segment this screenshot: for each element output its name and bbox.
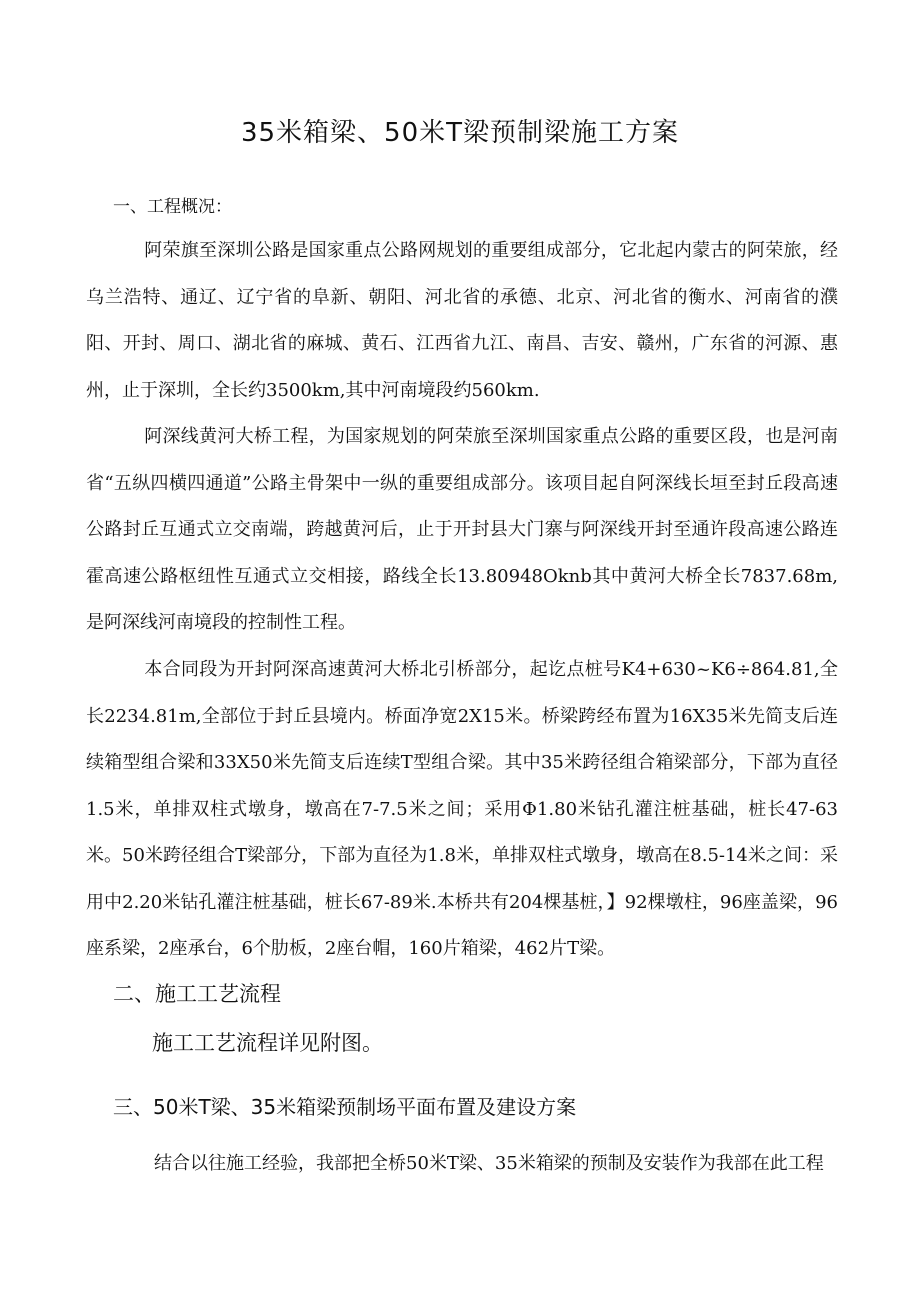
paragraph-contract-section [86, 647, 838, 973]
section-2-heading: 二、施工工艺流程 [113, 982, 281, 1006]
paragraph-overview-route [86, 228, 838, 414]
paragraph-text: 结合以往施工经验，我部把全桥50米T梁、35米箱梁的预制及安装作为我部在此工程 [154, 1153, 824, 1174]
section-2-text: 施工工艺流程详见附图。 [152, 1031, 383, 1055]
section-3-heading: 三、50米T梁、35米箱梁预制场平面布置及建设方案 [113, 1095, 577, 1119]
paragraph-text: 阿荣旗至深圳公路是国家重点公路网规划的重要组成部分，它北起内蒙古的阿荣旅，经乌兰浩特、通辽、辽宁省的阜新、朝阳、河北省的承德、北京、河北省的衡水、河南省的濮阳、开封、周口、湖北省的麻城、黄石、江西省九江、南昌、吉安、赣州，广东省的河源、惠州，止于深圳，全长约3500km,其中河南境段约560km. [86, 240, 838, 401]
paragraph-text: 本合同段为开封阿深高速黄河大桥北引桥部分，起讫点桩号K4+630~K6÷864.81,全长2234.81m,全部位于封丘县境内。桥面净宽2X15米。桥梁跨经布置为16X35米先简支后连续箱型组合梁和33X50米先简支后连续T型组合梁。其中35米跨径组合箱梁部分，下部为直径1.5米，单排双柱式墩身，墩高在7-7.5米之间；采用Φ1.80米钻孔灌注桩基础，桩长47-63米。50米跨径组合T梁部分，下部为直径为1.8米，单排双柱式墩身，墩高在8.5-14米之间：采用中2.20米钻孔灌注桩基础，桩长67-89米.本桥共有204棵基桩，】92棵墩柱，96座盖梁，96座系梁，2座承台，6个肋板，2座台帽，160片箱梁，462片T梁。 [86, 659, 838, 959]
paragraph-bridge-project [86, 414, 838, 647]
paragraph-text: 阿深线黄河大桥工程，为国家规划的阿荣旅至深圳国家重点公路的重要区段，也是河南省“五纵四横四通道”公路主骨架中一纵的重要组成部分。该项目起自阿深线长垣至封丘段高速公路封丘互通式立交南端，跨越黄河后，止于开封县大门寨与阿深线开封至通许段高速公路连霍高速公路枢纽性互通式立交相接，路线全长13.80948Oknb其中黄河大桥全长7837.68m,是阿深线河南境段的控制性工程。 [86, 426, 838, 633]
paragraph-precast-plan [86, 1141, 838, 1188]
section-1-heading: 一、工程概况： [113, 197, 232, 217]
document-title: 35米箱梁、50米T梁预制梁施工方案 [240, 118, 680, 148]
